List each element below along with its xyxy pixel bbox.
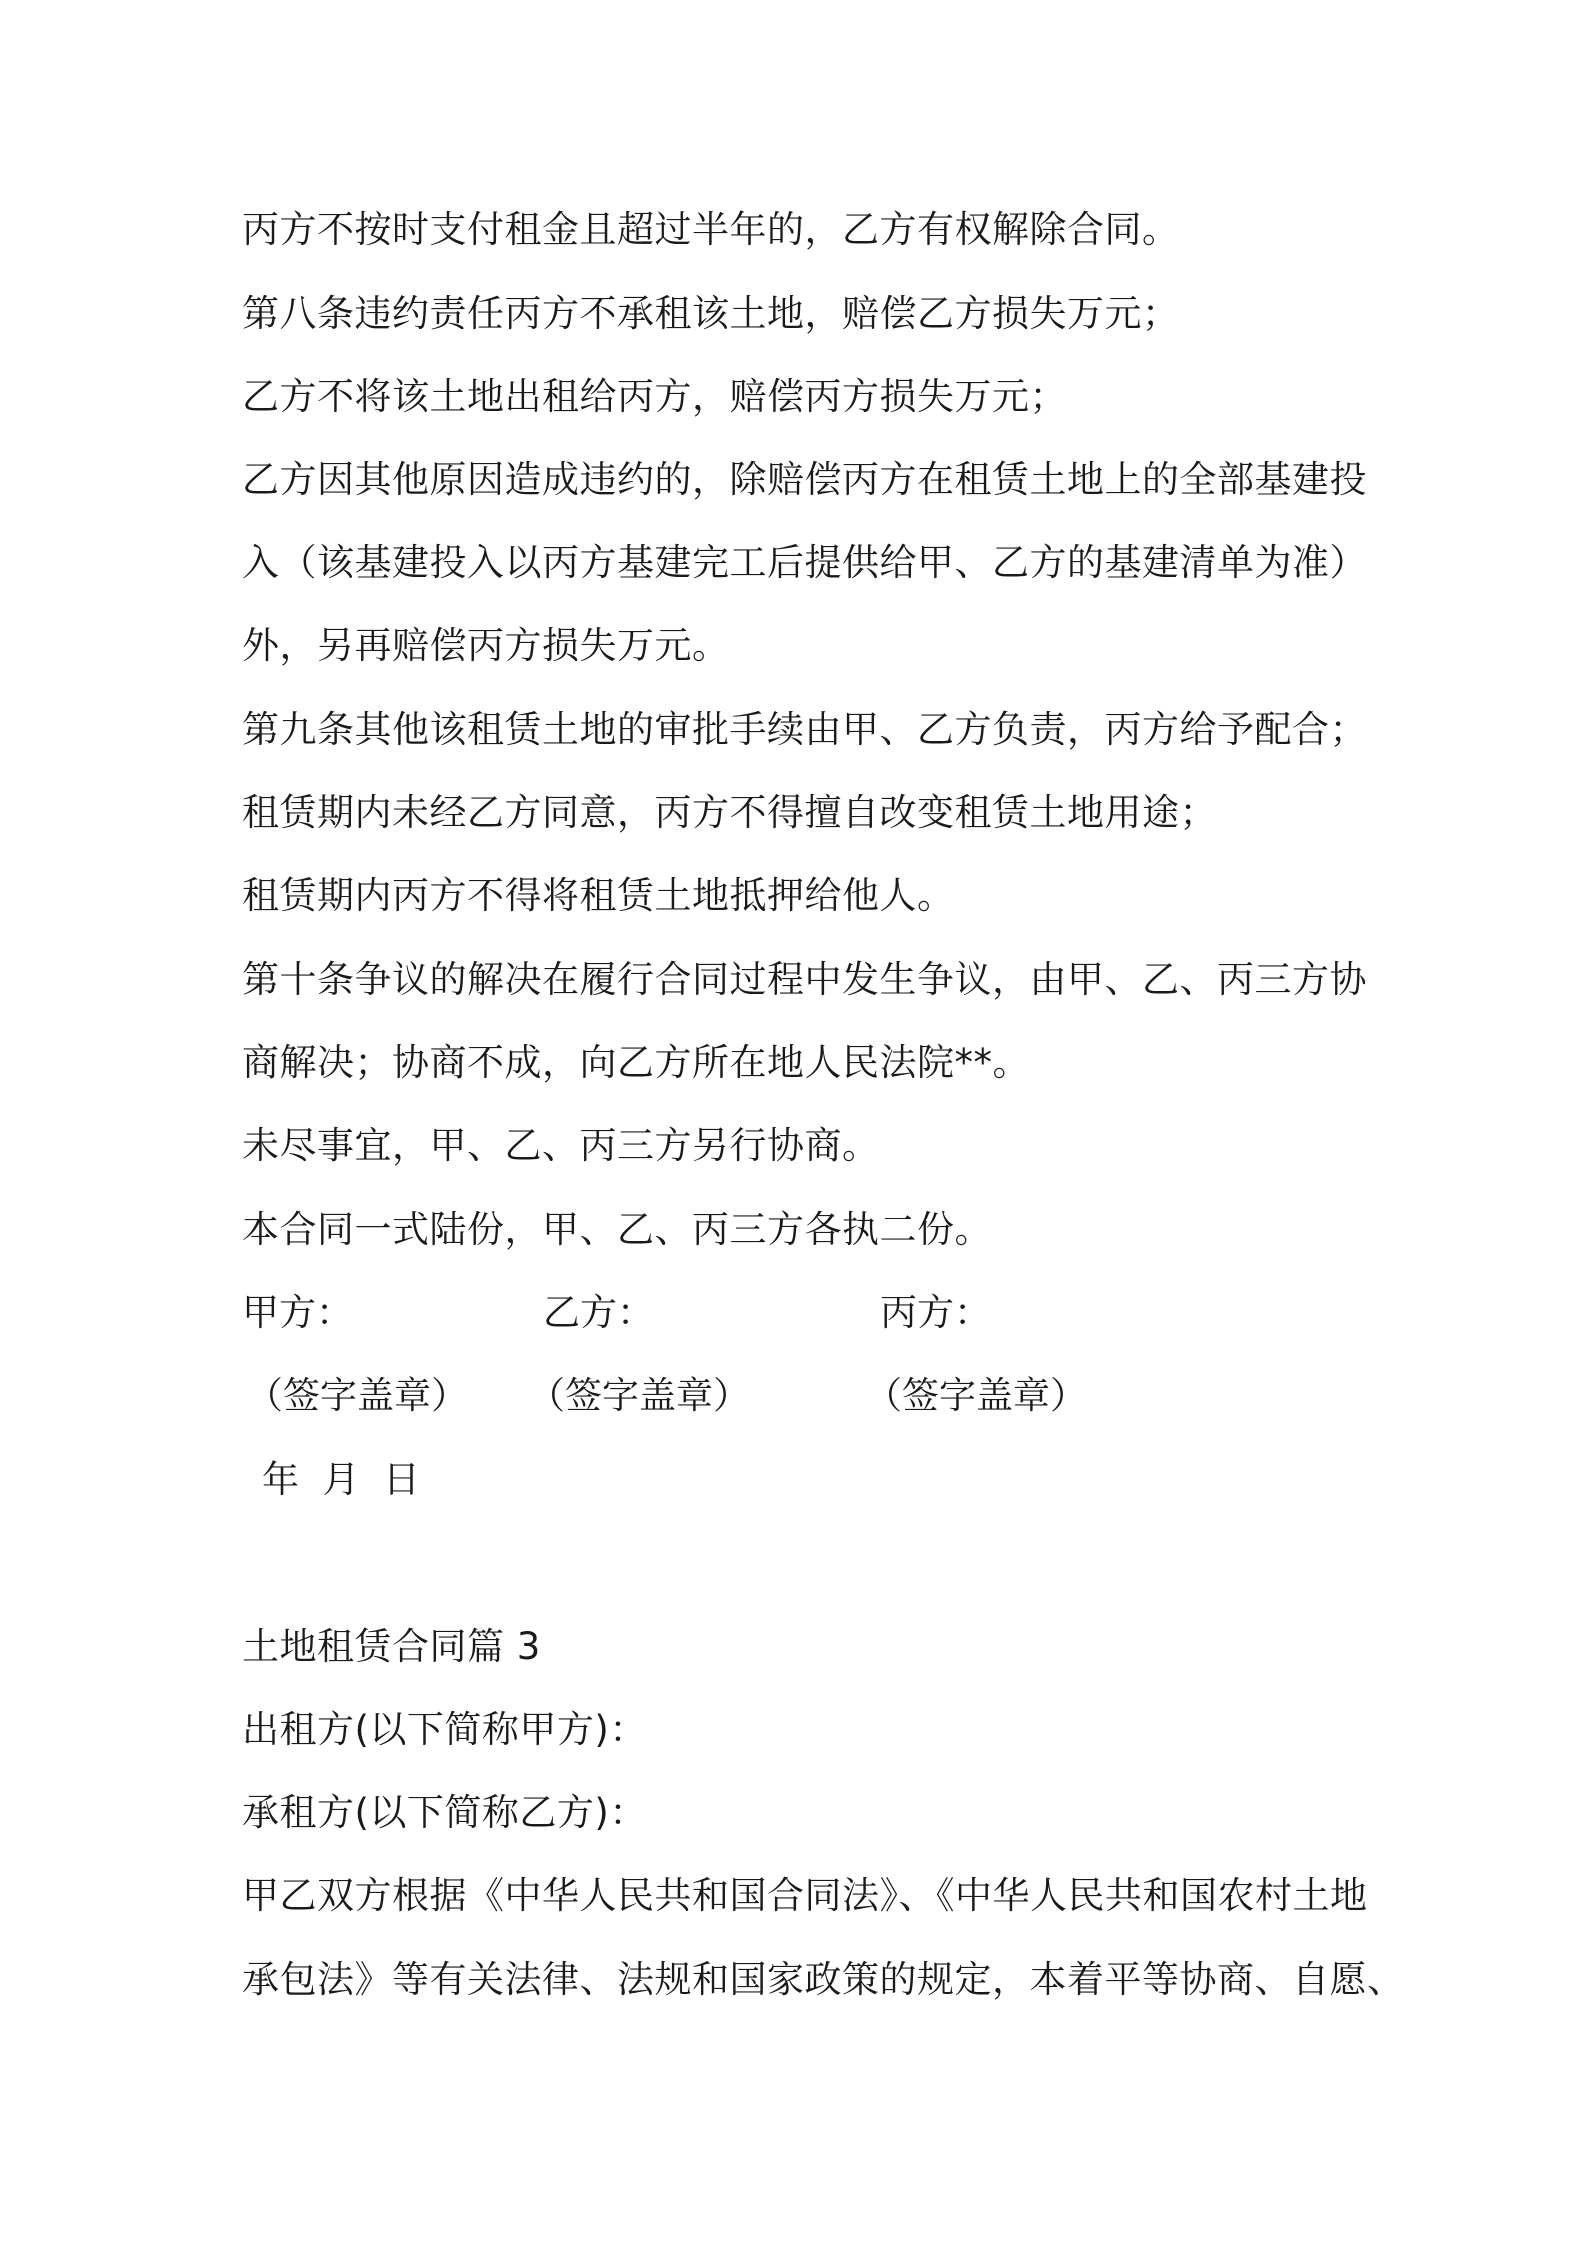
paragraph-line: 入（该基建投入以丙方基建完工后提供给甲、乙方的基建清单为准） bbox=[242, 541, 1367, 584]
paragraph-line: 第九条其他该租赁土地的审批手续由甲、乙方负责，丙方给予配合； bbox=[242, 708, 1367, 751]
paragraph-line: 外，另再赔偿丙方损失万元。 bbox=[242, 624, 730, 667]
party-b-label: 乙方： bbox=[543, 1291, 654, 1334]
paragraph-line: 第八条违约责任丙方不承租该土地，赔偿乙方损失万元； bbox=[242, 292, 1180, 335]
paragraph-line: 商解决；协商不成，向乙方所在地人民法院**。 bbox=[242, 1041, 1030, 1084]
party-a-seal: （签字盖章） bbox=[246, 1374, 468, 1417]
section-title: 土地租赁合同篇 3 bbox=[242, 1625, 541, 1668]
party-a-label: 甲方： bbox=[242, 1291, 353, 1334]
lessor-line: 出租方(以下简称甲方)： bbox=[242, 1708, 647, 1751]
paragraph-line: 第十条争议的解决在履行合同过程中发生争议，由甲、乙、丙三方协 bbox=[242, 958, 1367, 1001]
paragraph-line: 乙方不将该土地出租给丙方，赔偿丙方损失万元； bbox=[242, 375, 1067, 418]
paragraph-line: 承包法》等有关法律、法规和国家政策的规定，本着平等协商、自愿、 bbox=[242, 1958, 1405, 2001]
paragraph-line: 未尽事宜，甲、乙、丙三方另行协商。 bbox=[242, 1124, 880, 1167]
party-c-label: 丙方： bbox=[880, 1291, 991, 1334]
paragraph-line: 丙方不按时支付租金且超过半年的，乙方有权解除合同。 bbox=[242, 208, 1180, 251]
paragraph-line: 本合同一式陆份，甲、乙、丙三方各执二份。 bbox=[242, 1208, 992, 1251]
party-b-seal: （签字盖章） bbox=[528, 1374, 750, 1417]
lessee-line: 承租方(以下简称乙方)： bbox=[242, 1791, 647, 1834]
paragraph-line: 甲乙双方根据《中华人民共和国合同法》、《中华人民共和国农村土地 bbox=[242, 1874, 1368, 1917]
paragraph-line: 租赁期内未经乙方同意，丙方不得擅自改变租赁土地用途； bbox=[242, 791, 1217, 834]
paragraph-line: 乙方因其他原因造成违约的，除赔偿丙方在租赁土地上的全部基建投 bbox=[242, 458, 1367, 501]
party-c-seal: （签字盖章） bbox=[865, 1374, 1087, 1417]
paragraph-line: 租赁期内丙方不得将租赁土地抵押给他人。 bbox=[242, 874, 955, 917]
date-line: 年 月 日 bbox=[262, 1458, 421, 1501]
